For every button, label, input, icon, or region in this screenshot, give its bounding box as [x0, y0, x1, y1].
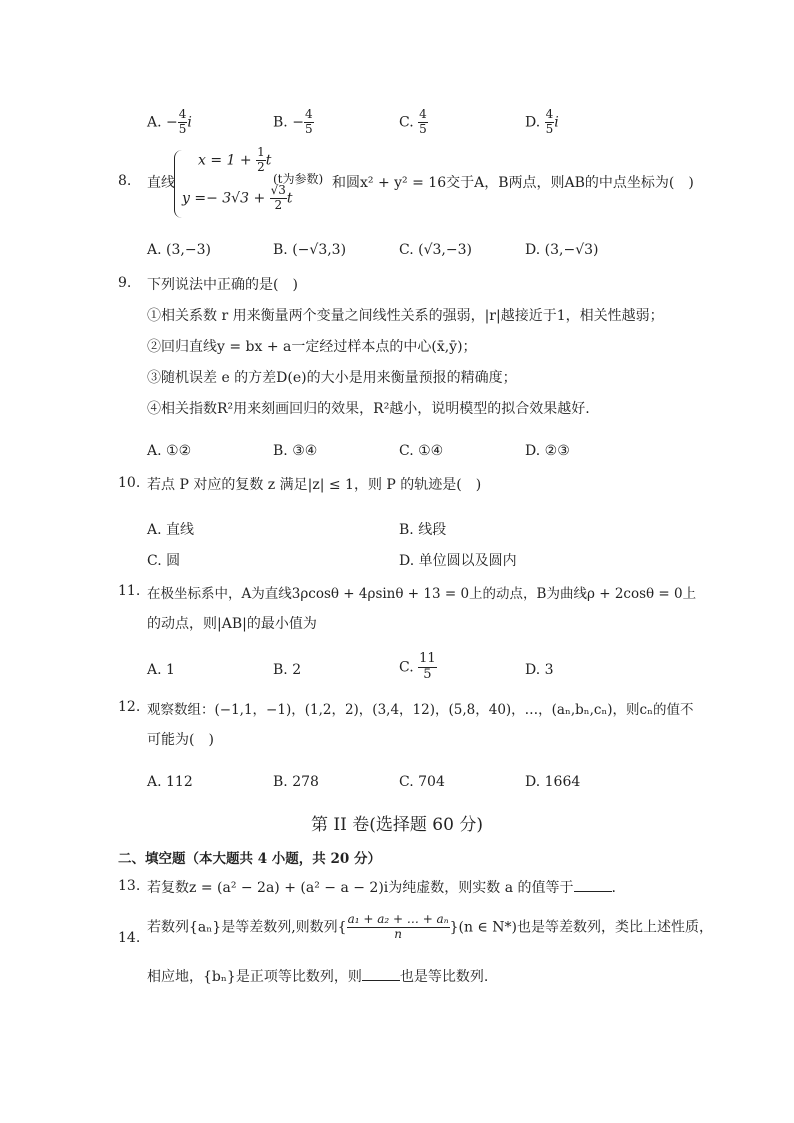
q9-number: 9.: [118, 275, 132, 291]
q10-option-a: A. 直线: [147, 522, 195, 538]
q11-option-b: B. 2: [273, 662, 302, 678]
q8-param-note: (t为参数): [273, 172, 324, 186]
q9-statement-4: ④相关指数R²用来刻画回归的效果，R²越小，说明模型的拟合效果越好.: [147, 401, 590, 417]
fraction: $\frac{11}{5}$: [419, 651, 436, 682]
q7-option-b: B. − $\frac{4}{5}$: [273, 107, 313, 136]
q9-statement-1: ①相关系数 r 用来衡量两个变量之间线性关系的强弱，|r|越接近于1，相关性越弱；: [147, 308, 664, 324]
q9-option-b: B. ③④: [273, 443, 318, 459]
q9-statement-2: ②回归直线y = bx + a一定经过样本点的中心(x̄,ȳ)；: [147, 339, 477, 355]
q13-number: 13.: [118, 878, 141, 894]
q14-stem-line2: 相应地，{bₙ}是正项等比数列，则 也是等比数列.: [147, 969, 489, 985]
q11-option-d: D. 3: [525, 662, 554, 678]
q8-stem: 和圆x² + y² = 16交于A，B两点，则AB的中点坐标为( ): [332, 175, 694, 191]
q9-option-a: A. ①②: [147, 443, 192, 459]
q8-option-b: B. (−√3,3): [273, 242, 347, 258]
fraction: $\frac{4}{5}$: [545, 107, 554, 136]
q12-option-b: B. 278: [273, 774, 319, 790]
q12-option-d: D. 1664: [525, 774, 581, 790]
q8-option-c: C. (√3,−3): [399, 242, 472, 258]
q7-option-d: D. $\frac{4}{5}$ i: [525, 107, 559, 136]
q9-statement-3: ③随机误差 e 的方差D(e)的大小是用来衡量预报的精确度；: [147, 370, 517, 386]
q10-option-d: D. 单位圆以及圆内: [399, 553, 517, 569]
q11-number: 11.: [118, 583, 141, 599]
q12-stem-line2: 可能为( ): [147, 732, 214, 748]
q14-number: 14.: [118, 930, 141, 946]
q8-equation-y: y =− 3√3 + $\frac{√3}{2}$ t: [182, 183, 293, 212]
q9-option-c: C. ①④: [399, 443, 444, 459]
q10-stem: 若点 P 对应的复数 z 满足|z| ≤ 1，则 P 的轨迹是( ): [147, 477, 482, 493]
q12-option-a: A. 112: [147, 774, 193, 790]
q7-option-a: A. − $\frac{4}{5}$ i: [147, 107, 192, 136]
q14-stem-line1: 若数列{aₙ}是等差数列,则数列{ $\frac{\text{a₁ + a₂ + … + aₙ}}{n}$ }(n ∈ N*)也是等差数列，类比上述性质，: [147, 912, 713, 941]
answer-blank[interactable]: [574, 879, 612, 892]
q11-option-c: C. $\frac{11}{5}$: [399, 651, 436, 682]
q11-stem-line2: 的动点，则|AB|的最小值为: [147, 616, 317, 632]
section2-header: 二、填空题（本大题共 4 小题，共 20 分）: [118, 851, 381, 867]
q9-stem: 下列说法中正确的是( ): [147, 277, 298, 293]
q12-stem-line1: 观察数组：(−1,1，−1)，(1,2，2)，(3,4，12)，(5,8，40)，…，(aₙ,bₙ,cₙ)，则cₙ的值不: [147, 702, 694, 718]
q9-option-d: D. ②③: [525, 443, 570, 459]
q8-option-a: A. (3,−3): [147, 242, 211, 258]
q13-stem: 若复数z = (a² − 2a) + (a² − a − 2)i为纯虚数，则实数 a 的值等于 .: [147, 880, 616, 896]
q10-number: 10.: [118, 475, 141, 491]
q10-option-b: B. 线段: [399, 522, 447, 538]
fraction: $\frac{4}{5}$: [419, 107, 427, 136]
q11-stem-line1: 在极坐标系中，A为直线3ρcosθ + 4ρsinθ + 13 = 0上的动点，B为曲线ρ + 2cosθ = 0上: [147, 586, 697, 602]
part2-title: 第 II 卷(选择题 60 分): [311, 815, 483, 835]
fraction: $\frac{\text{a₁ + a₂ + … + aₙ}}{n}$: [347, 912, 449, 941]
answer-blank[interactable]: [362, 968, 400, 981]
q12-number: 12.: [118, 699, 141, 715]
q10-option-c: C. 圆: [147, 553, 181, 569]
q8-equation-x: x = 1 + $\frac{1}{2}$ t: [198, 145, 272, 174]
q8-prefix: 直线: [147, 175, 175, 191]
q8-number: 8.: [118, 173, 132, 189]
q8-option-d: D. (3,−√3): [525, 242, 599, 258]
fraction: $\frac{4}{5}$: [178, 107, 187, 136]
fraction: $\frac{4}{5}$: [304, 107, 313, 136]
q12-option-c: C. 704: [399, 774, 445, 790]
fraction: $\frac{1}{2}$: [257, 145, 265, 174]
fraction: $\frac{√3}{2}$: [270, 183, 286, 212]
q11-option-a: A. 1: [147, 662, 175, 678]
q7-option-c: C. $\frac{4}{5}$: [399, 107, 427, 136]
